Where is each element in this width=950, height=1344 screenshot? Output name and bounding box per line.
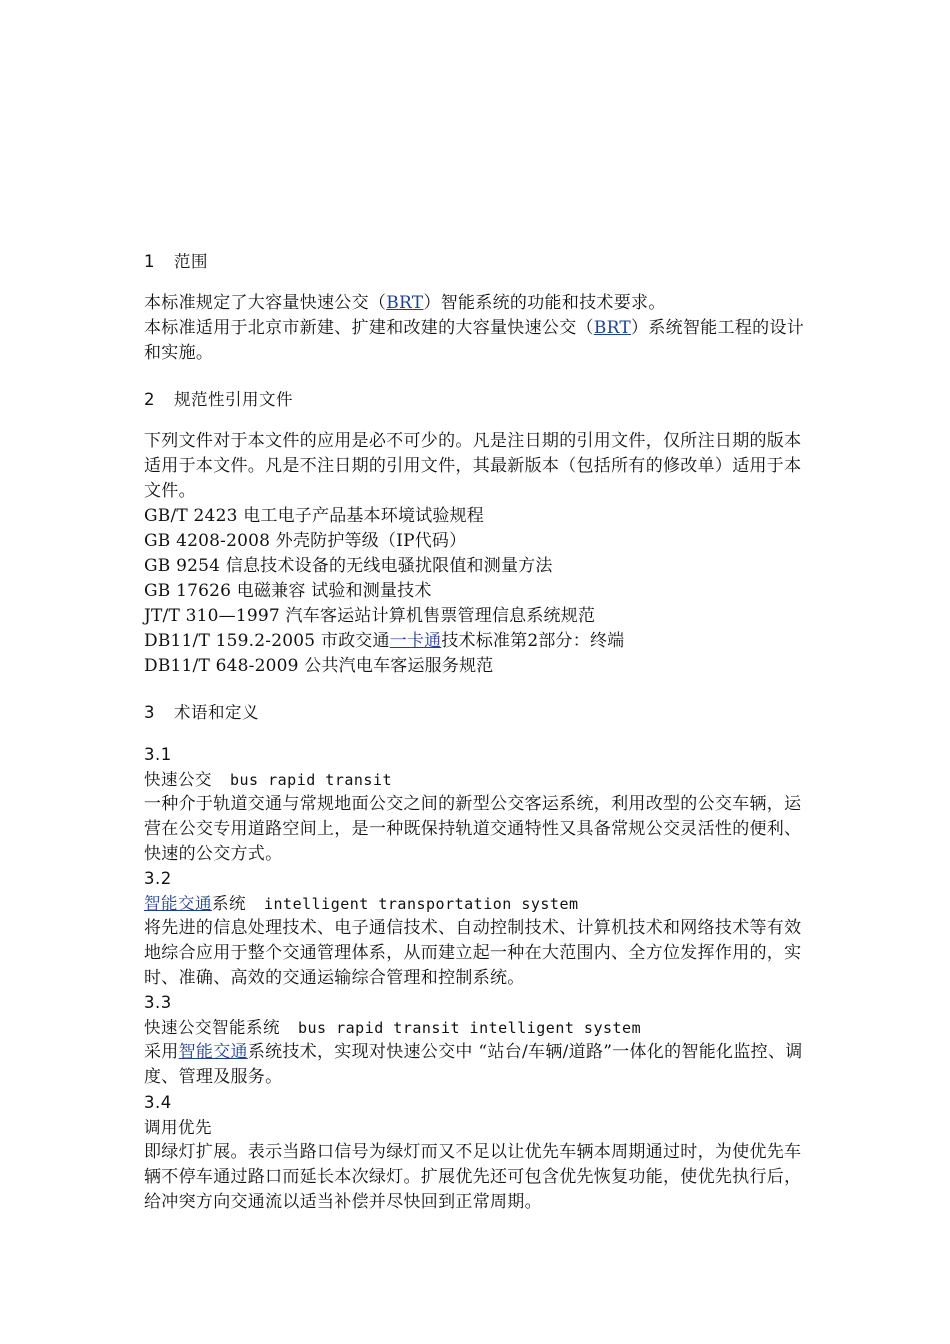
section-1-title: 范围: [174, 252, 208, 271]
section-3-number: 3: [144, 703, 155, 722]
term-3-3-heading: [144, 1015, 814, 1041]
reference-item: GB 4208-2008 外壳防护等级（IP代码）: [144, 531, 467, 551]
text-fragment: ）系统智能工程的设计和实施。: [144, 318, 805, 363]
reference-item: [144, 629, 814, 654]
text-fragment: 系统技术，实现对快速公交中 “站台/车辆/道路”一体化的智能化监控、调度、管理及服务。: [144, 1042, 803, 1087]
term-3-4-definition: 即绿灯扩展。表示当路口信号为绿灯而又不足以让优先车辆本周期通过时，为使优先车辆不停车通过路口而延长本次绿灯。扩展优先还可包含优先恢复功能，使优先执行后，给冲突方向交通流以适当补偿并尽快回到正常周期。: [144, 1142, 802, 1212]
section-2-heading: [144, 386, 814, 410]
term-3-1-definition: 一种介于轨道交通与常规地面公交之间的新型公交客运系统，利用改型的公交车辆，运营在公交专用道路空间上，是一种既保持轨道交通特性又具备常规公交灵活性的便利、快速的公交方式。: [144, 794, 802, 864]
term-3-1-number: 3.1: [144, 745, 172, 764]
yikatong-link[interactable]: 一卡通: [389, 631, 442, 651]
reference-list: [144, 504, 814, 679]
text-fragment: ）智能系统的功能和技术要求。: [423, 293, 666, 313]
term-3-2-definition: 将先进的信息处理技术、电子通信技术、自动控制技术、计算机技术和网络技术等有效地综合应用于整个交通管理体系，从而建立起一种在大范围内、全方位发挥作用的，实时、准确、高效的交通运输综合管理和控制系统。: [144, 918, 802, 988]
brt-link[interactable]: BRT: [386, 293, 424, 313]
text-fragment: DB11/T 159.2-2005 市政交通: [144, 631, 390, 651]
term-3-3-number: 3.3: [144, 993, 172, 1012]
reference-item: DB11/T 648-2009 公共汽电车客运服务规范: [144, 656, 494, 676]
term-3-3-definition: [144, 1040, 814, 1090]
term-3-2-heading: [144, 891, 814, 917]
section-2-intro: 下列文件对于本文件的应用是必不可少的。凡是注日期的引用文件，仅所注日期的版本适用于本文件。凡是不注日期的引用文件，其最新版本（包括所有的修改单）适用于本文件。: [144, 431, 802, 501]
text-fragment: 技术标准第2部分：终端: [441, 631, 625, 651]
reference-item: JT/T 310—1997 汽车客运站计算机售票管理信息系统规范: [144, 606, 596, 626]
text-fragment: 采用: [144, 1042, 179, 1062]
reference-item: GB 9254 信息技术设备的无线电骚扰限值和测量方法: [144, 556, 553, 576]
term-3-1-term: 快速公交: [144, 770, 212, 789]
term-3-4-term: 调用优先: [144, 1118, 212, 1137]
section-1-number: 1: [144, 252, 155, 271]
text-fragment: 本标准规定了大容量快速公交（: [144, 293, 387, 313]
reference-item: GB 17626 电磁兼容 试验和测量技术: [144, 581, 432, 601]
term-3-4-number: 3.4: [144, 1093, 172, 1112]
section-1-heading: [144, 248, 814, 272]
term-3-1-english: bus rapid transit: [230, 771, 393, 789]
text-fragment: 本标准适用于北京市新建、扩建和改建的大容量快速公交（: [144, 318, 594, 338]
reference-item: GB/T 2423 电工电子产品基本环境试验规程: [144, 506, 485, 526]
term-3-2-english: intelligent transportation system: [264, 895, 579, 913]
term-3-2-term: 系统: [212, 894, 246, 913]
section-2-number: 2: [144, 390, 155, 409]
intelligent-transport-link[interactable]: 智能交通: [178, 1042, 248, 1062]
section-3-title: 术语和定义: [174, 703, 259, 722]
section-1-paragraph-2: [144, 316, 814, 366]
term-3-3-english: bus rapid transit intelligent system: [298, 1019, 642, 1037]
term-3-1-heading: [144, 767, 814, 793]
term-3-2-number: 3.2: [144, 869, 172, 888]
section-3-heading: [144, 699, 814, 723]
section-1-paragraph-1: [144, 291, 814, 316]
brt-link[interactable]: BRT: [593, 318, 632, 338]
term-3-3-term: 快速公交智能系统: [144, 1018, 280, 1037]
section-2-title: 规范性引用文件: [174, 390, 293, 409]
intelligent-transport-link[interactable]: 智能交通: [144, 894, 212, 913]
